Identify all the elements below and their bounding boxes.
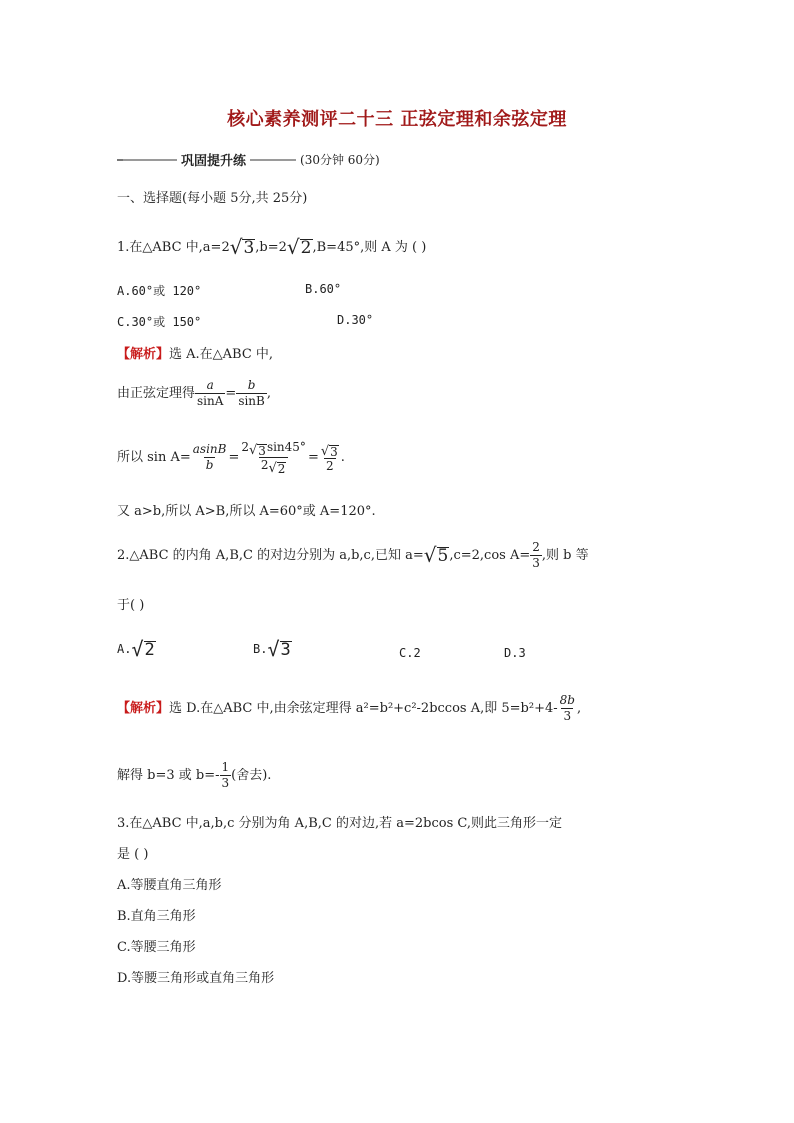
q1-solution-line-4: 又 a>b,所以 A>B,所以 A=60°或 A=120°. <box>117 504 376 519</box>
q2-stem-c: ,则 b 等 <box>541 548 589 563</box>
section-heading: 一、选择题(每小题 5分,共 25分) <box>117 191 308 206</box>
question-1-stem <box>117 235 427 259</box>
q1-solution-line-3: 所以 sin A= $\frac{asinB}{b}$ = 2 √ 3 sin45° 2 √ 2 = √ 3 2 . <box>117 440 345 476</box>
q3-option-a: A.等腰直角三角形 <box>117 878 222 893</box>
q2-solution-line-2: 解得 b=3 或 b=- $\frac{1}{3}$ (舍去). <box>117 760 272 790</box>
solution-tag: 【解析】 <box>117 701 170 716</box>
q1-option-c: C.30°或 150° <box>117 315 202 329</box>
page-title: 核心素养测评二十三 正弦定理和余弦定理 <box>227 109 567 130</box>
question-3-stem-2: 是 ( ) <box>117 847 149 862</box>
q3-option-d: D.等腰三角形或直角三角形 <box>117 971 275 986</box>
q1-option-b: B.60° <box>305 282 342 296</box>
fraction-2-over-3: $\frac{2}{3}$ <box>532 540 540 570</box>
q1-stem-a: 1.在△ABC 中,a=2 <box>117 240 230 255</box>
sqrt-3: √ 3 <box>229 235 255 259</box>
q3-option-b: B.直角三角形 <box>117 909 196 924</box>
banner-left-line <box>123 159 177 161</box>
q2-option-c: C.2 <box>399 646 421 660</box>
q1-stem-b: ,b=2 <box>255 240 287 255</box>
q2-sol2-a: 解得 b=3 或 b=- <box>117 768 220 783</box>
fraction-sqrt3-over-2: √ 3 2 <box>320 444 338 473</box>
q1-solution-line-1 <box>117 343 273 362</box>
q2-sol1-a: 选 D.在△ABC 中,由余弦定理得 a²=b²+c²-2bccos A,即 5=b²+4- <box>169 701 558 716</box>
banner-meta: (30分钟 60分) <box>300 153 380 167</box>
fraction-b-over-sinB: $\frac{b}{\sin B}$ <box>238 378 265 408</box>
q1-option-a: A.60°或 120° <box>117 284 202 298</box>
fraction-1-over-3: $\frac{1}{3}$ <box>221 760 230 790</box>
q2-option-d: D.3 <box>504 646 526 660</box>
fraction-8b-over-3: $\frac{8b}{3}$ <box>559 693 575 723</box>
q1-sol2-pre: 由正弦定理得 <box>117 386 196 401</box>
fraction-asinB-over-b: $\frac{asinB}{b}$ <box>192 442 227 472</box>
q1-option-d: D.30° <box>337 313 374 327</box>
fraction-a-over-sinA: $\frac{a}{\sin A}$ <box>197 378 224 408</box>
section-banner <box>117 150 380 169</box>
q1-sol3-pre: 所以 sin A= <box>117 450 191 465</box>
question-2-stem <box>117 540 589 571</box>
q1-sol1: 选 A.在△ABC 中, <box>169 347 274 362</box>
sqrt-5: √ 5 <box>423 543 449 567</box>
q2-stem-b: ,c=2,cos A= <box>449 548 531 563</box>
q2-stem-d: 于( ) <box>117 598 145 613</box>
q2-stem-a: 2.△ABC 的内角 A,B,C 的对边分别为 a,b,c,已知 a= <box>117 548 424 563</box>
q2-option-a: A. √ 2 <box>117 637 155 661</box>
fraction-2sqrt3sin45-over-2sqrt2: 2 √ 3 sin45° 2 √ 2 <box>241 440 306 476</box>
question-3-stem-1: 3.在△ABC 中,a,b,c 分别为角 A,B,C 的对边,若 a=2bcos C,则此三角形一定 <box>117 816 562 831</box>
q2-solution-line-1: 【解析】选 D.在△ABC 中,由余弦定理得 a²=b²+c²-2bccos A,即 5=b²+4- $\frac{8b}{3}$ , <box>117 693 582 723</box>
solution-tag: 【解析】 <box>117 347 170 362</box>
banner-right-line <box>250 159 296 161</box>
sqrt-2: √ 2 <box>286 235 312 259</box>
q1-stem-c: ,B=45°,则 A 为 ( ) <box>312 240 427 255</box>
q2-option-b: B. √ 3 <box>253 637 291 661</box>
banner-label: 巩固提升练 <box>181 154 247 169</box>
q1-solution-line-2: 由正弦定理得 $\frac{a}{\sin A}$ = $\frac{b}{\sin B}$ , <box>117 378 271 408</box>
q3-option-c: C.等腰三角形 <box>117 940 196 955</box>
